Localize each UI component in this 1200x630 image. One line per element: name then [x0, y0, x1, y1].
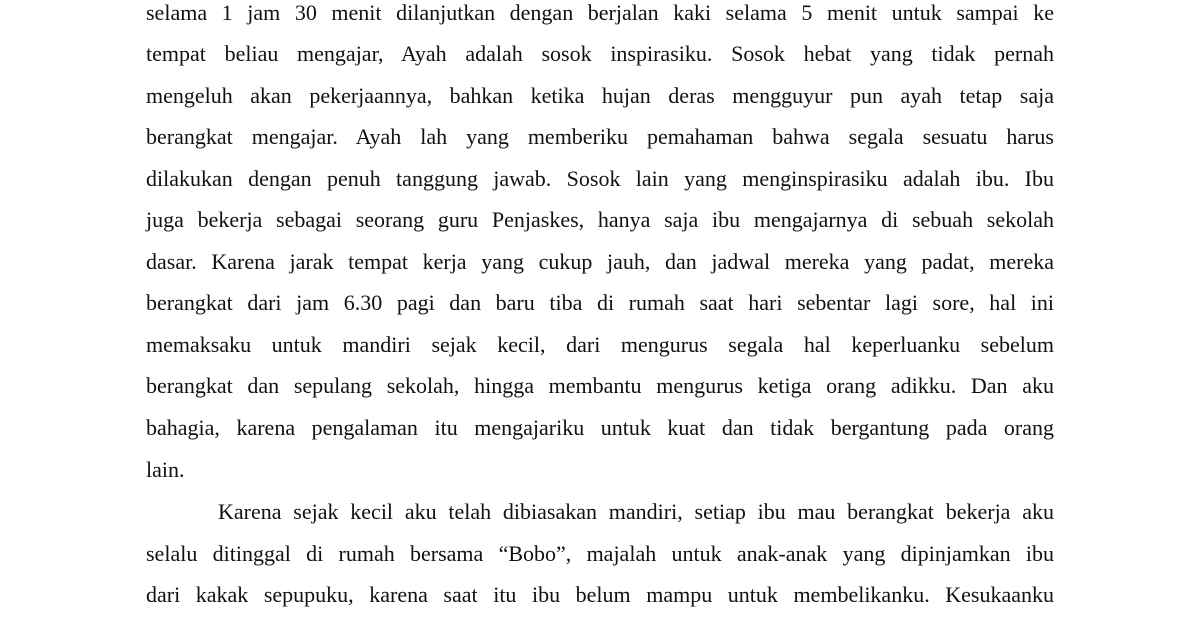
paragraph-2-line-3: dari kakak sepupuku, karena saat itu ibu belum mampu untuk membelikanku. Kesukaanku: [146, 582, 1054, 607]
paragraph-1-line-1: selama 1 jam 30 menit dilanjutkan dengan berjalan kaki selama 5 menit untuk sampai ke: [146, 0, 1054, 25]
paragraph-1-line-6: juga bekerja sebagai seorang guru Penjaskes, hanya saja ibu mengajarnya di sebuah sekolah: [146, 207, 1054, 232]
paragraph-1-line-10: berangkat dan sepulang sekolah, hingga membantu mengurus ketiga orang adikku. Dan aku: [146, 373, 1054, 398]
paragraph-1-line-12: lain.: [146, 457, 185, 482]
paragraph-1-line-3: mengeluh akan pekerjaannya, bahkan ketika hujan deras mengguyur pun ayah tetap saja: [146, 83, 1054, 108]
paragraph-1-line-4: berangkat mengajar. Ayah lah yang memberiku pemahaman bahwa segala sesuatu harus: [146, 124, 1054, 149]
paragraph-1-line-8: berangkat dari jam 6.30 pagi dan baru tiba di rumah saat hari sebentar lagi sore, hal ini: [146, 290, 1054, 315]
paragraph-1-line-5: dilakukan dengan penuh tanggung jawab. Sosok lain yang menginspirasiku adalah ibu. Ibu: [146, 166, 1054, 191]
paragraph-1-line-11: bahagia, karena pengalaman itu mengajariku untuk kuat dan tidak bergantung pada orang: [146, 415, 1054, 440]
paragraph-2-line-1: Karena sejak kecil aku telah dibiasakan mandiri, setiap ibu mau berangkat bekerja aku: [218, 499, 1054, 524]
paragraph-1-line-2: tempat beliau mengajar, Ayah adalah sosok inspirasiku. Sosok hebat yang tidak pernah: [146, 41, 1054, 66]
paragraph-1-line-9: memaksaku untuk mandiri sejak kecil, dari mengurus segala hal keperluanku sebelum: [146, 332, 1054, 357]
paragraph-1-line-7: dasar. Karena jarak tempat kerja yang cukup jauh, dan jadwal mereka yang padat, mereka: [146, 249, 1054, 274]
paragraph-2-line-2: selalu ditinggal di rumah bersama “Bobo”, majalah untuk anak-anak yang dipinjamkan ibu: [146, 541, 1054, 566]
